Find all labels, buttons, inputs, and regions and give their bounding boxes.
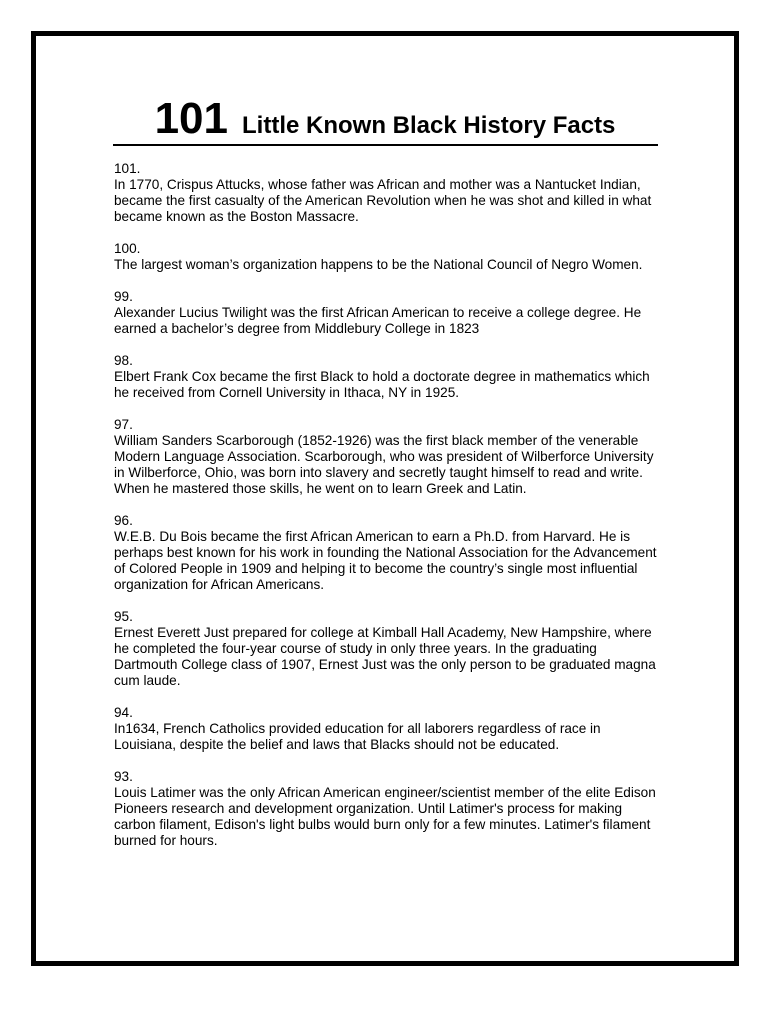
fact-item [114,161,662,225]
fact-item [114,513,662,593]
page-title [113,94,657,144]
fact-number: 98. [114,353,133,368]
fact-text: Louis Latimer was the only African American engineer/scientist member of the elite Edison Pioneers research and development organization. Until Latimer's process for making carbon filament, Edison's light bulbs would burn only for a few minutes. Latimer's filament burned for hours. [114,785,656,848]
fact-item [114,289,662,337]
fact-number: 97. [114,417,133,432]
title-number: 101 [154,94,228,143]
title-text: Little Known Black History Facts [242,112,616,139]
fact-number: 94. [114,705,133,720]
fact-item [114,769,662,849]
fact-text: W.E.B. Du Bois became the first African American to earn a Ph.D. from Harvard. He is perhaps best known for his work in founding the National Association for the Advancement of Colored People in 1909 and helping it to become the country’s single most influential organization for African Americans. [114,529,657,592]
fact-text: Ernest Everett Just prepared for college at Kimball Hall Academy, New Hampshire, where he completed the four-year course of study in only three years. In the graduating Dartmouth College class of 1907, Ernest Just was the only person to be graduated magna cum laude. [114,625,656,688]
fact-number: 95. [114,609,133,624]
fact-item [114,241,662,273]
fact-number: 99. [114,289,133,304]
fact-number: 100. [114,241,141,256]
fact-text: In 1770, Crispus Attucks, whose father was African and mother was a Nantucket Indian, became the first casualty of the American Revolution when he was shot and killed in what became known as the Boston Massacre. [114,177,652,224]
fact-item [114,609,662,689]
fact-number: 93. [114,769,133,784]
fact-item [114,417,662,497]
fact-item [114,353,662,401]
fact-text: Alexander Lucius Twilight was the first African American to receive a college degree. He earned a bachelor’s degree from Middlebury College in 1823 [114,305,642,336]
fact-text: The largest woman’s organization happens to be the National Council of Negro Women. [114,257,643,272]
title-underline [113,144,658,146]
fact-number: 96. [114,513,133,528]
fact-text: In1634, French Catholics provided education for all laborers regardless of race in Louisiana, despite the belief and laws that Blacks should not be educated. [114,721,601,752]
fact-item [114,705,662,753]
facts-list [114,161,662,865]
fact-number: 101. [114,161,141,176]
fact-text: William Sanders Scarborough (1852-1926) was the first black member of the venerable Modern Language Association. Scarborough, who was president of Wilberforce University in Wilberforce, Ohio, was born into slavery and secretly taught himself to read and write. When he mastered those skills, he went on to learn Greek and Latin. [114,433,654,496]
fact-text: Elbert Frank Cox became the first Black to hold a doctorate degree in mathematics which he received from Cornell University in Ithaca, NY in 1925. [114,369,650,400]
